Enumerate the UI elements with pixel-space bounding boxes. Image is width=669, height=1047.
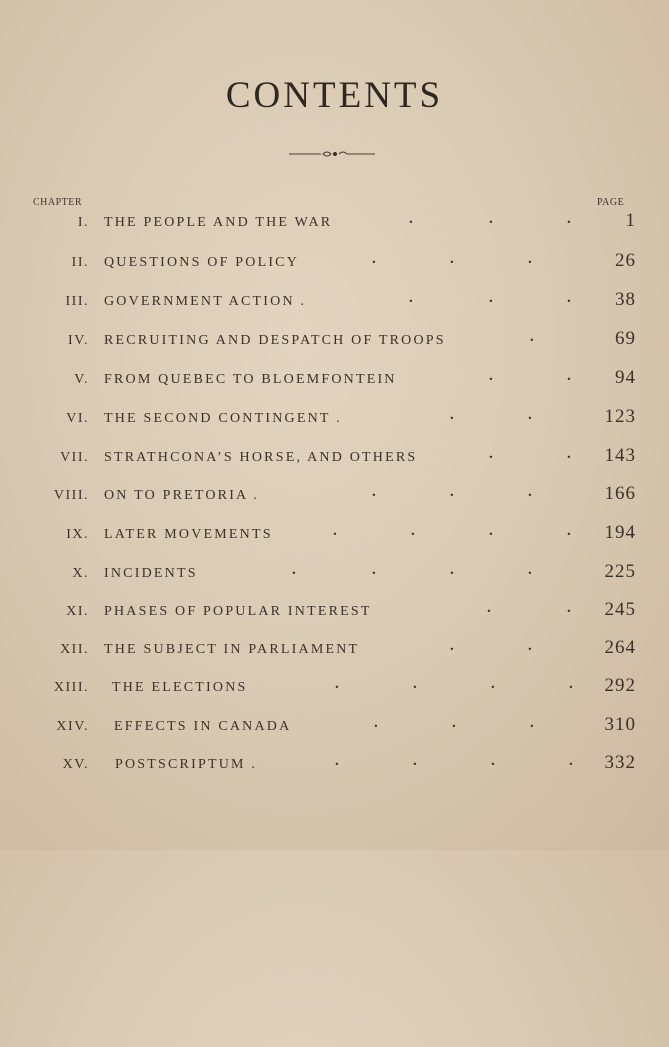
page-number: 225	[604, 561, 636, 582]
toc-row	[0, 560, 669, 590]
page-number: 69	[615, 328, 636, 349]
chapter-number: XII.	[60, 642, 89, 657]
leader-dot: .	[567, 523, 571, 539]
leader-dot: .	[409, 290, 413, 306]
chapter-title: PHASES OF POPULAR INTEREST	[104, 604, 372, 619]
chapter-number: VIII.	[53, 488, 89, 503]
chapter-title: THE PEOPLE AND THE WAR	[104, 215, 333, 230]
page-number: 1	[625, 210, 636, 231]
leader-dot: .	[333, 523, 337, 539]
leader-dot: .	[567, 600, 571, 616]
leader-dot: .	[487, 600, 491, 616]
leader-dot: .	[528, 484, 532, 500]
chapter-number: XI.	[66, 604, 89, 619]
leader-dot: .	[372, 484, 376, 500]
leader-dot: .	[567, 368, 571, 384]
leader-dot: .	[413, 676, 417, 692]
leader-dot: .	[491, 753, 495, 769]
leader-dot: .	[335, 753, 339, 769]
page-number: 292	[604, 675, 636, 696]
leader-dot: .	[372, 251, 376, 267]
chapter-title: EFFECTS IN CANADA	[114, 719, 292, 734]
chapter-title: QUESTIONS OF POLICY	[104, 255, 300, 270]
toc-row	[0, 713, 669, 743]
chapter-number: XIII.	[53, 680, 89, 695]
toc-row	[0, 288, 669, 318]
chapter-title: INCIDENTS	[104, 566, 198, 581]
page-number: 94	[615, 367, 636, 388]
page-number: 310	[604, 714, 636, 735]
chapter-number: XIV.	[56, 719, 89, 734]
leader-dot: .	[450, 562, 454, 578]
leader-dot: .	[292, 562, 296, 578]
leader-dot: .	[567, 290, 571, 306]
page-number: 38	[615, 289, 636, 310]
decorative-rule-ornament-icon	[287, 146, 377, 162]
page-column-header: PAGE	[597, 197, 625, 208]
leader-dot: .	[450, 638, 454, 654]
chapter-number: X.	[72, 566, 89, 581]
leader-dot: .	[411, 523, 415, 539]
leader-dot: .	[335, 676, 339, 692]
page-title: CONTENTS	[225, 75, 444, 116]
toc-row	[0, 249, 669, 279]
leader-dot: .	[489, 211, 493, 227]
leader-dot: .	[452, 715, 456, 731]
toc-row	[0, 366, 669, 396]
page-number: 245	[604, 599, 636, 620]
leader-dot: .	[450, 484, 454, 500]
page-number: 123	[604, 406, 636, 427]
leader-dot: .	[528, 638, 532, 654]
toc-row	[0, 327, 669, 357]
chapter-title: STRATHCONA’S HORSE, AND OTHERS	[104, 450, 418, 465]
chapter-number: II.	[71, 255, 89, 270]
toc-row	[0, 636, 669, 666]
toc-row	[0, 521, 669, 551]
toc-row	[0, 209, 669, 239]
page-number: 166	[604, 483, 636, 504]
toc-row	[0, 674, 669, 704]
chapter-number: VII.	[60, 450, 89, 465]
leader-dot: .	[450, 251, 454, 267]
leader-dot: .	[528, 562, 532, 578]
leader-dot: .	[567, 446, 571, 462]
leader-dot: .	[567, 211, 571, 227]
chapter-title: POSTSCRIPTUM .	[115, 757, 258, 772]
chapter-number: V.	[74, 372, 89, 387]
leader-dot: .	[489, 368, 493, 384]
chapter-title: THE SECOND CONTINGENT .	[104, 411, 342, 426]
chapter-title: ON TO PRETORIA .	[104, 488, 259, 503]
leader-dot: .	[489, 290, 493, 306]
chapter-title: THE SUBJECT IN PARLIAMENT	[104, 642, 360, 657]
chapter-title: THE ELECTIONS	[112, 680, 248, 695]
toc-row	[0, 751, 669, 781]
leader-dot: .	[450, 407, 454, 423]
leader-dot: .	[569, 676, 573, 692]
chapter-title: LATER MOVEMENTS	[104, 527, 273, 542]
toc-row	[0, 482, 669, 512]
leader-dot: .	[409, 211, 413, 227]
chapter-title: GOVERNMENT ACTION .	[104, 294, 307, 309]
page-number: 264	[604, 637, 636, 658]
leader-dot: .	[489, 523, 493, 539]
chapter-column-header: CHAPTER	[33, 197, 83, 208]
chapter-number: IV.	[68, 333, 89, 348]
chapter-number: I.	[77, 215, 89, 230]
leader-dot: .	[413, 753, 417, 769]
toc-row	[0, 405, 669, 435]
leader-dot: .	[489, 446, 493, 462]
chapter-number: XV.	[62, 757, 89, 772]
leader-dot: .	[372, 562, 376, 578]
chapter-title: FROM QUEBEC TO BLOEMFONTEIN	[104, 372, 397, 387]
page-number: 332	[604, 752, 636, 773]
page-number: 194	[604, 522, 636, 543]
toc-row	[0, 444, 669, 474]
page-number: 26	[615, 250, 636, 271]
toc-row	[0, 598, 669, 628]
leader-dot: .	[528, 251, 532, 267]
leader-dot: .	[491, 676, 495, 692]
leader-dot: .	[374, 715, 378, 731]
chapter-number: III.	[65, 294, 89, 309]
chapter-number: IX.	[66, 527, 89, 542]
chapter-number: VI.	[66, 411, 89, 426]
chapter-title: RECRUITING AND DESPATCH OF TROOPS	[104, 333, 446, 348]
leader-dot: .	[528, 407, 532, 423]
leader-dot: .	[530, 329, 534, 345]
leader-dot: .	[530, 715, 534, 731]
leader-dot: .	[569, 753, 573, 769]
page-number: 143	[604, 445, 636, 466]
